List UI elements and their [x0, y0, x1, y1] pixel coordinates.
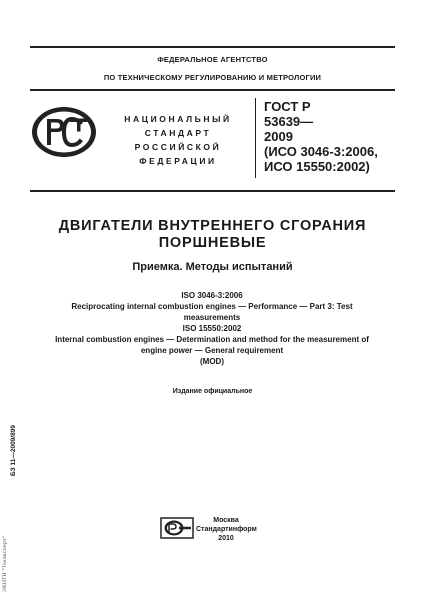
side-code: БЗ 11—2009/899 [10, 425, 17, 476]
intl-line-3: measurements [183, 313, 241, 322]
national-line-1: НАЦИОНАЛЬНЫЙ [124, 114, 232, 124]
national-line-4: ФЕДЕРАЦИИ [139, 156, 217, 166]
title-rule [30, 190, 395, 192]
publisher-name: Стандартинформ [196, 526, 257, 533]
designation-line-4: (ИСО 3046-3:2006, [264, 144, 378, 159]
title-line-2: ПОРШНЕВЫЕ [158, 235, 267, 251]
designation-line-3: 2009 [264, 129, 293, 144]
title-line-1: ДВИГАТЕЛИ ВНУТРЕННЕГО СГОРАНИЯ [58, 218, 367, 234]
agency-line-2: ПО ТЕХНИЧЕСКОМУ РЕГУЛИРОВАНИЮ И МЕТРОЛОГИИ [103, 73, 322, 82]
designation-line-5: ИСО 15550:2002) [264, 159, 370, 174]
publisher-block [196, 516, 256, 543]
national-line-3: РОССИЙСКОЙ [134, 142, 222, 152]
intl-line-2: Reciprocating internal combustion engines — Performance — Part 3: Test [71, 302, 353, 311]
document-subtitle: Приемка. Методы испытаний [132, 261, 293, 273]
national-line-2: СТАНДАРТ [144, 128, 212, 138]
rst-logo-icon [30, 104, 98, 160]
designation-divider [255, 98, 256, 178]
intl-line-4: ISO 15550:2002 [182, 324, 242, 333]
designation-line-2: 53639— [264, 114, 314, 129]
top-rule [30, 46, 395, 48]
intl-line-7: (MOD) [200, 357, 224, 366]
side-stamp: ЭКНТИ "Техэксперт" [2, 535, 8, 592]
intl-line-1: ISO 3046-3:2006 [181, 291, 243, 300]
publisher-city: Москва [213, 517, 239, 524]
header-rule [30, 89, 395, 91]
standard-designation [264, 99, 404, 174]
publisher-year: 2010 [218, 535, 234, 542]
intl-line-6: engine power — General requirement [140, 346, 284, 355]
designation-line-1: ГОСТ Р [264, 99, 311, 114]
edition-label: Издание официальное [172, 388, 253, 395]
intl-line-5: Internal combustion engines — Determination and method for the measurement of [55, 335, 369, 344]
document-title [30, 218, 395, 252]
standartinform-logo-icon [160, 517, 194, 539]
agency-line-1: ФЕДЕРАЛЬНОЕ АГЕНТСТВО [157, 55, 268, 64]
